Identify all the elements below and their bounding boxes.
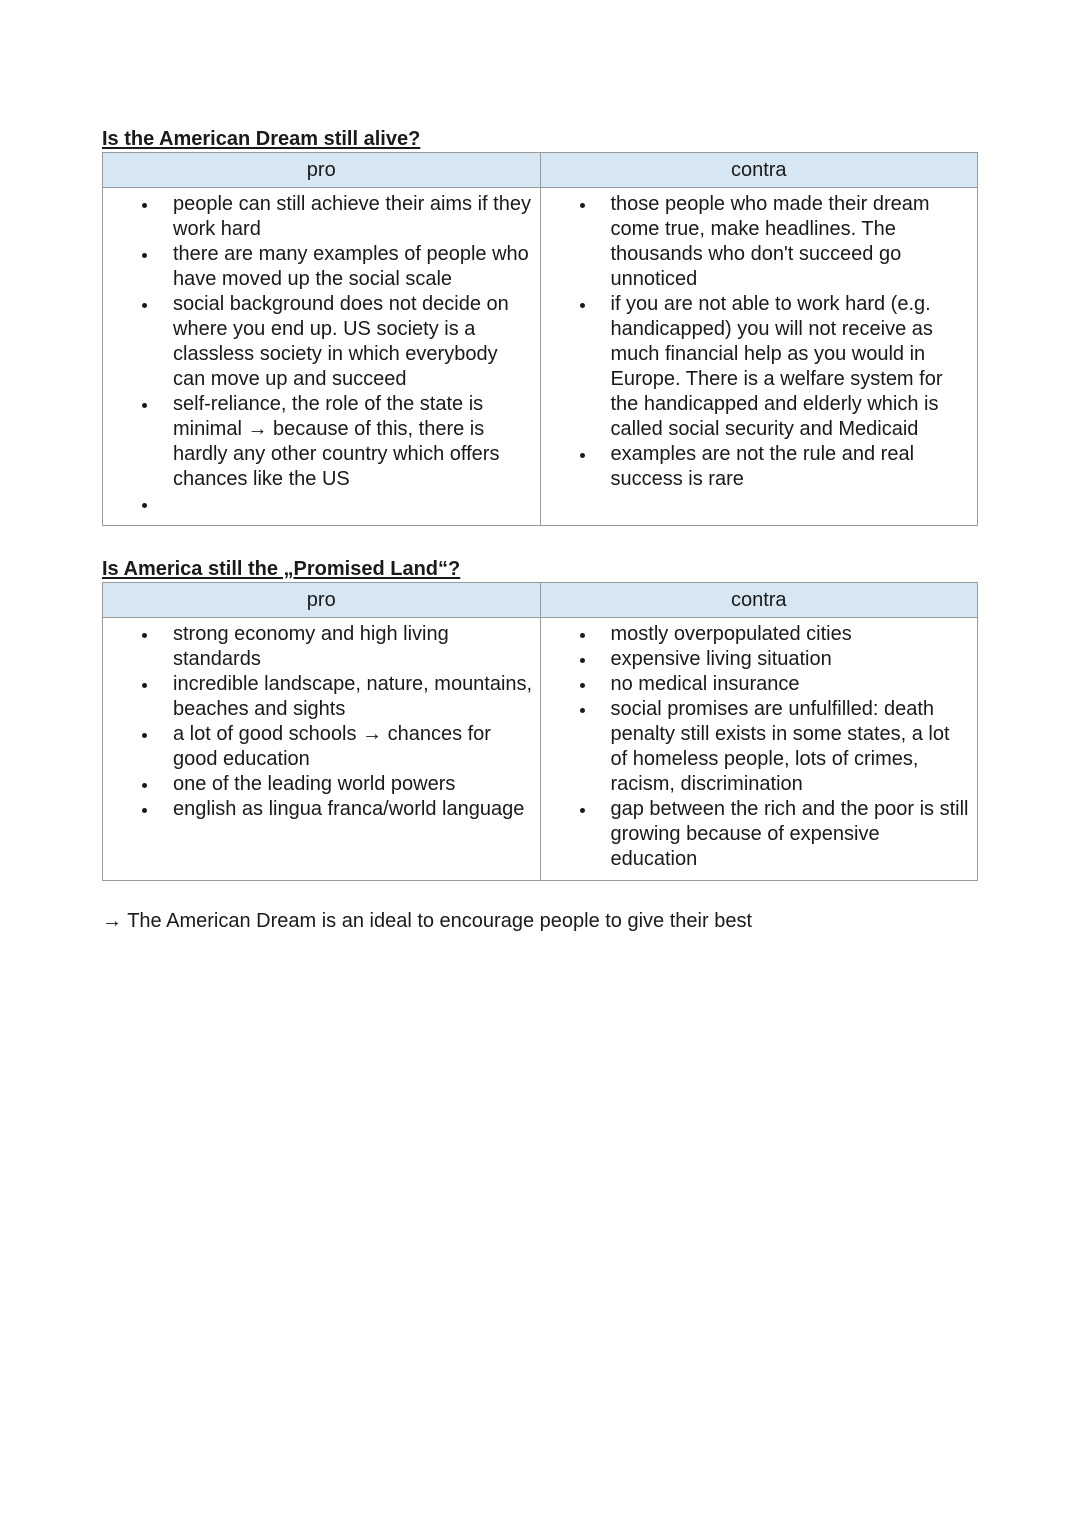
list-item-empty: [103, 492, 534, 517]
contra-cell: [540, 618, 978, 881]
list-item: social background does not decide on where you end up. US society is a classless society in which everybody can move up and succeed: [103, 292, 534, 392]
pro-header: pro: [103, 583, 541, 618]
list-item: self-reliance, the role of the state is minimal → because of this, there is hardly any other country which offers chances like the US: [103, 392, 534, 492]
contra-header: contra: [540, 153, 978, 188]
pro-contra-table-american-dream: [102, 152, 978, 526]
pro-list: [103, 622, 534, 822]
document-page: [102, 126, 978, 954]
conclusion-text: → The American Dream is an ideal to encourage people to give their best: [102, 910, 752, 932]
section-title-promised-land: Is America still the „Promised Land“?: [102, 558, 461, 580]
list-item: gap between the rich and the poor is still growing because of expensive education: [541, 797, 972, 872]
pro-cell: [103, 618, 541, 881]
contra-cell: [540, 188, 978, 526]
contra-list: [541, 622, 972, 872]
pro-list: [103, 192, 534, 517]
list-item: expensive living situation: [541, 647, 972, 672]
list-item: social promises are unfulfilled: death penalty still exists in some states, a lot of homeless people, lots of crimes, racism, discrimination: [541, 697, 972, 797]
list-item: examples are not the rule and real success is rare: [541, 442, 972, 492]
list-item: there are many examples of people who have moved up the social scale: [103, 242, 534, 292]
list-item: incredible landscape, nature, mountains, beaches and sights: [103, 672, 534, 722]
list-item: no medical insurance: [541, 672, 972, 697]
list-item: those people who made their dream come true, make headlines. The thousands who don't succeed go unnoticed: [541, 192, 972, 292]
list-item: a lot of good schools → chances for good education: [103, 722, 534, 772]
contra-list: [541, 192, 972, 492]
pro-contra-table-promised-land: [102, 582, 978, 881]
list-item: mostly overpopulated cities: [541, 622, 972, 647]
list-item: if you are not able to work hard (e.g. handicapped) you will not receive as much financial help as you would in Europe. There is a welfare system for the handicapped and elderly which is called social security and Medicaid: [541, 292, 972, 442]
list-item: strong economy and high living standards: [103, 622, 534, 672]
pro-header: pro: [103, 153, 541, 188]
section-title-american-dream: Is the American Dream still alive?: [102, 128, 421, 150]
list-item: one of the leading world powers: [103, 772, 534, 797]
list-item: english as lingua franca/world language: [103, 797, 534, 822]
pro-cell: [103, 188, 541, 526]
list-item: people can still achieve their aims if they work hard: [103, 192, 534, 242]
contra-header: contra: [540, 583, 978, 618]
